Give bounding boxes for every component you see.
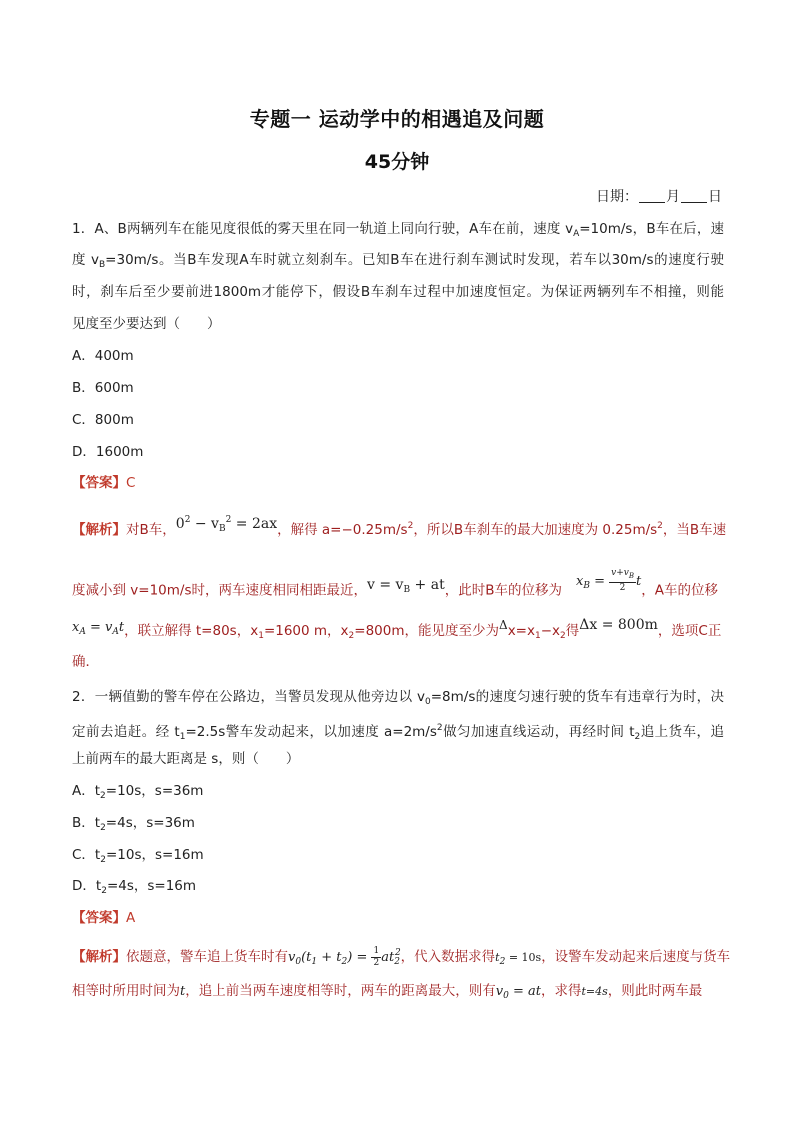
equation-catch-up: $v_0(t_1 + t_2)$ = $\frac{1}{2}$ $at_2^2$ [288, 946, 401, 968]
equation-velocity: $v = v_B$ + at [367, 576, 445, 595]
q1-option-a: A．400m [72, 348, 134, 364]
day-label: 日 [708, 189, 722, 205]
q1-option-b: B．600m [72, 380, 134, 396]
date-label: 日期： [596, 189, 638, 205]
q2-line-3: 上前两车的最大距离是 s，则（ ） [72, 751, 300, 767]
equation-displacement-b: $x_B$ = $\frac{v+v_B}{2}$ t [575, 568, 642, 593]
q2-answer: 【答案】A [72, 910, 136, 926]
q1-analysis-line-1: 【解析】对B车，$0^2 - v_B^2 = 2ax$，解得 $a=-0.25m/s^2$，所以B车刹车的最大加速度为 $0.25m/s^2$，当B车速 [72, 515, 727, 538]
equation-equal-speed: $v_0$ = at [495, 984, 541, 1001]
q1-line-4: 见度至少要达到（ ） [72, 316, 221, 332]
page-title: 专题一 运动学中的相遇追及问题 [249, 107, 545, 131]
q1-line-2: 度 $v_B=30m/s$。当B车发现A车时就立刻刹车。已知B车在进行刹车测试时发现，若车以30m/s的速度行驶 [72, 252, 725, 270]
q2-option-a: A．$t_2=10s$，s=36m [72, 783, 204, 801]
q1-line-3: 时，刹车后至少要前进1800m才能停下，假设B车刹车过程中加速度恒定。为保证两辆列车不相撞，则能 [72, 284, 724, 300]
q1-option-c: C．800m [72, 412, 134, 428]
equation-distance: Δx = 800m [579, 617, 658, 633]
q2-option-c: C．$t_2=10s$，s=16m [72, 847, 204, 865]
equation-displacement-a: $x_A = v_At$ [72, 620, 125, 637]
date-field [596, 186, 722, 206]
q1-analysis-line-3: $x_A = v_At$，联立解得 t=80s，$x_1=1600$ m，$x_2=800m$，能见度至少为$\Delta x=x_1-x_2$得Δx = 800m，选项C正 [72, 617, 722, 641]
q1-option-d: D．1600m [72, 444, 144, 460]
q2-line-2: 定前去追赶。经 $t_1=2.5s$警车发动起来，以加速度 $a=2m/s^2$做匀加速直线运动，再经时间 $t_2$追上货车，追 [72, 723, 724, 742]
month-blank [639, 188, 665, 203]
q1-analysis-line-4: 确． [72, 654, 99, 670]
q1-line-1: 1．A、B两辆列车在能见度很低的雾天里在同一轨道上同向行驶，A车在前，速度 $v_A=10m/s$，B车在后，速 [72, 221, 724, 239]
q2-analysis-line-1: 【解析】依题意，警车追上货车时有$v_0(t_1 + t_2)$ = $\frac{1}{2}$ $at_2^2$，代入数据求得$t_2 = 10s$，设警车发动起来后速度与货车 [72, 946, 731, 968]
page-subtitle: 45分钟 [364, 151, 430, 173]
q2-option-d: D．$t_2=4s$，s=16m [72, 878, 197, 896]
q2-option-b: B．$t_2=4s$，s=36m [72, 815, 195, 833]
q1-answer: 【答案】C [72, 475, 136, 491]
q2-analysis-line-2: 相等时所用时间为t，追上前当两车速度相等时，两车的距离最大，则有$v_0$ = at，求得t=4s，则此时两车最 [72, 983, 703, 1001]
q2-line-1: 2．一辆值勤的警车停在公路边，当警员发现从他旁边以 $v_0=8m/s$的速度匀速行驶的货车有违章行为时，决 [72, 689, 724, 707]
month-label: 月 [666, 189, 680, 205]
day-blank [681, 188, 707, 203]
equation-braking: $0^2 - v_B^2 = 2ax$ [175, 515, 278, 534]
q1-analysis-line-2: 度减小到 v=10m/s时，两车速度相同相距最近，$v = v_B$ + at，此时B车的位移为$x_B$ = $\frac{v+v_B}{2}$ t，A车的位移 [72, 568, 718, 599]
